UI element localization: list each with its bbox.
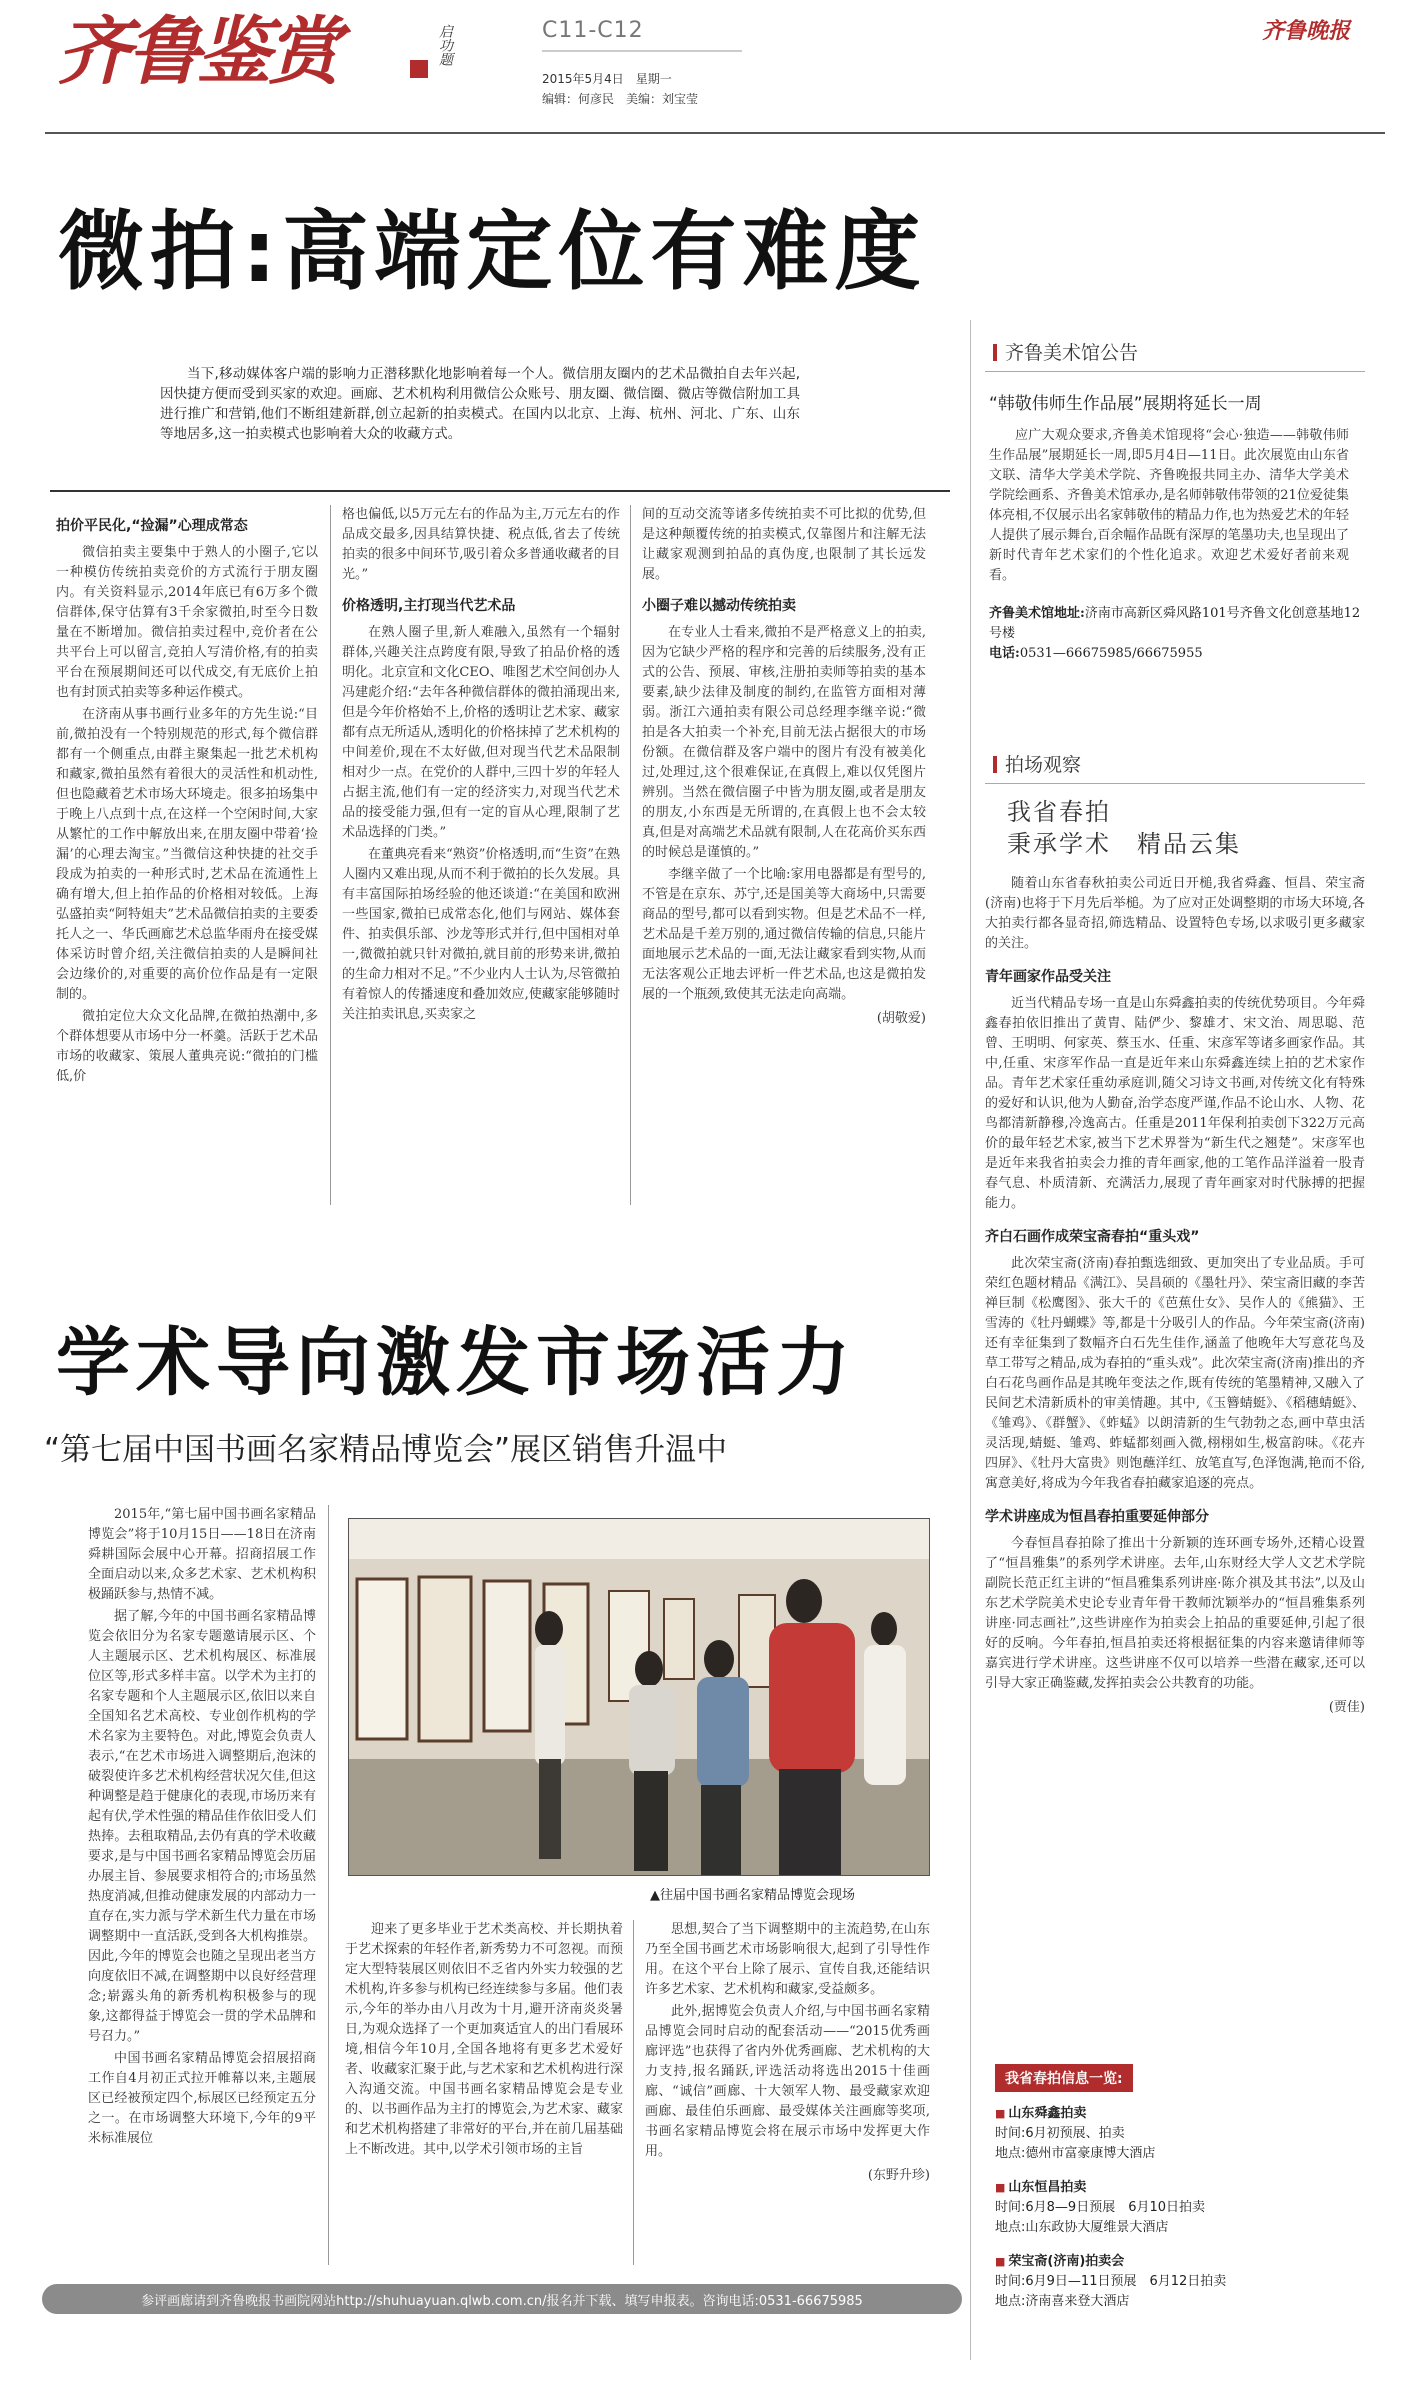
paragraph: 格也偏低,以5万元左右的作品为主,万元左右的作品成交最多,因具结算快捷、税点低,省去了传统拍卖的很多中间环节,吸引着众多普通收藏者的目光。” xyxy=(342,507,620,582)
paragraph: 在济南从事书画行业多年的方先生说:“目前,微拍没有一个特别规范的形式,每个微信群都有一个侧重点,由群主聚集起一批艺术机构和藏家,微拍虽然有着很大的灵活性和机动性,但也隐藏着艺术市场大环境走。很多拍场集中于晚上八点到十点,在这样一个空闲时间,大家从繁忙的工作中解放出来,在朋友圈中带着‘捡漏’的心理去淘宝。”当微信这种快捷的社交手段成为拍卖的一种形式时,艺术品在流通性上确有增大,但上拍作品的价格相对较低。上海弘盛拍卖“阿特姐夫”艺术品微信拍卖的主要委托人之一、华氏画廊艺术总监华雨舟在接受媒体采访时曾介绍,关注微信拍卖的人是瞬间社会边缘价的,对重要的高价位作品是有一定限制的。 xyxy=(56,707,318,1002)
sidebar-divider xyxy=(970,320,971,2360)
address-label: 齐鲁美术馆地址: xyxy=(989,606,1085,621)
exhibition-photo xyxy=(348,1518,930,1876)
photo-illustration xyxy=(349,1519,930,1876)
calligrapher-signature: 启功题 xyxy=(437,24,453,66)
paragraph: 李继辛做了一个比喻:家用电器都是有型号的,不管是在京东、苏宁,还是国美等大商场中,只需要商品的型号,都可以看到实物。但是艺术品不一样,艺术品是千差万别的,通过微信传输的信息,只能片面地展示艺术品的一面,无法让藏家看到实物,从而无法客观公正地去评析一件艺术品,也这是微拍发展的一个瓶颈,致使其无法走向高端。 xyxy=(642,867,926,1002)
paragraph: 迎来了更多毕业于艺术类高校、并长期执着于艺术探索的年轻作者,新秀势力不可忽视。而预定大型特装展区则依旧不乏省内外实力较强的艺术机构,许多参与机构已经连续参与多届。他们表示,今年的举办由八月改为十月,避开济南炎炎暑日,为观众选择了一个更加爽适宜人的出门看展环境,相信今年10月,全国各地将有更多艺术爱好者、收藏家汇聚于此,与艺术家和艺术机构进行深入沟通交流。中国书画名家精品博览会是专业的、以书画作品为主打的博览会,为艺术家、藏家和艺术机构搭建了非常好的平台,并在前几届基础上不断改进。其中,以学术引领市场的主旨 xyxy=(345,1922,623,2157)
article1-col3 xyxy=(642,505,926,1026)
info-title: 我省春拍信息一览: xyxy=(995,2064,1133,2092)
paragraph: 2015年,“第七届中国书画名家精品博览会”将于10月15日——18日在济南舜耕国际会展中心开幕。招商招展工作全面启动以来,众多艺术家、艺术机构积极踊跃参与,热情不减。 xyxy=(88,1507,316,1602)
paragraph: 在董典亮看来“熟资”价格透明,而“生资”在熟人圈内又难出现,从而不利于微拍的长久发展。具有丰富国际拍场经验的他还谈道:“在美国和欧洲一些国家,微拍已成常态化,他们与网站、媒体套件、拍卖俱乐部、沙龙等形式并行,但中国相对单一,微微拍就只针对微拍,就目前的形势来讲,微拍的生命力相对不足。”不少业内人士认为,尽管微拍有着惊人的传播速度和叠加效应,使藏家能够随时关注拍卖讯息,买卖家之 xyxy=(342,847,620,1022)
header-underline xyxy=(542,50,742,52)
page-numbers: C11-C12 xyxy=(542,18,644,43)
paragraph: 在专业人士看来,微拍不是严格意义上的拍卖,因为它缺少严格的程序和完善的后续服务,没有正式的公告、预展、审核,注册拍卖师等拍卖的基本要素,缺少法律及制度的制约,在监管方面相对薄弱。浙江六通拍卖有限公司总经理李继辛说:“微拍是各大拍卖一个补充,目前无法占据很大的市场份额。在微信群及客户端中的图片有没有被美化过,处理过,这个很难保证,在真假上,难以仅凭图片辨别。当然在微信圈子中皆为朋友圈,或者是朋友的朋友,小东西是无所谓的,在真假上也不会太较真,但是对高端艺术品就有限制,人在花高价买东西的时候总是谨慎的。” xyxy=(642,625,926,860)
article1-headline: 微拍:高端定位有难度 xyxy=(58,202,927,302)
info-item-time: 时间:6月8—9日预展 6月10日拍卖 xyxy=(995,2200,1206,2215)
section-title-notice: 齐鲁美术馆公告 xyxy=(985,338,1365,365)
article1-col3-subhead: 小圈子难以撼动传统拍卖 xyxy=(642,598,796,614)
article1-col1-subhead: 拍价平民化,“捡漏”心理成常态 xyxy=(56,518,248,534)
info-item xyxy=(995,2252,1365,2312)
paragraph: 中国书画名家精品博览会招展招商工作自4月初正式拉开帷幕以来,主题展区已经被预定四个,标展区已经预定五分之一。在市场调整大环境下,今年的9平米标准展位 xyxy=(88,2051,316,2146)
article2-col3 xyxy=(645,1920,930,2183)
paragraph: 在熟人圈子里,新人难融入,虽然有一个辐射群体,兴趣关注点跨度有限,导致了拍品价格的透明化。北京宣和文化CEO、唯图艺术空间创办人冯建彪介绍:“去年各种微信群体的微拍涌现出来,但是今年价格始不上,价格的透明让艺术家、藏家都有点无所适从,透明化的价格抹掉了艺术机构的中间差价,现在不太好做,但对现当代艺术品限制相对少一点。在党价的人群中,三四十岁的年轻人占据主流,他们有一定的经济实力,对现当代艺术品的接受能力强,但有一定的盲从心理,限制了艺术品选择的门类。” xyxy=(342,625,620,840)
paragraph: 据了解,今年的中国书画名家精品博览会依旧分为名家专题邀请展示区、个人主题展示区、艺术机构展区、标准展位区等,形式多样丰富。以学术为主打的名家专题和个人主题展示区,依旧以来自全国知名艺术高校、专业创作机构的学术名家为主要特色。对此,博览会负责人表示,“在艺术市场进入调整期后,泡沫的破裂使许多艺术机构经营状况欠佳,但这种调整是趋于健康化的表现,市场历来有起有伏,学术性强的精品佳作依旧受人们热捧。去租取精品,去仍有真的学术收藏要求,是与中国书画名家精品博览会历届办展主旨、参展要求相符合的;市场虽然热度消减,但推动健康发展的内部动力一直存在,实力派与学术新生代力量在市场调整期中一直活跃,受到各大机构推崇。因此,今年的博览会也随之呈现出老当方向度依旧不减,在调整期中以良好经营理念;崭露头角的新秀机构积极参与的现象,这都得益于博览会一贯的学术品牌和号召力。” xyxy=(88,1609,316,2044)
column-divider xyxy=(328,1505,329,2265)
section-title-auction: 拍场观察 xyxy=(985,750,1365,777)
info-item-place: 地点:济南喜来登大酒店 xyxy=(995,2294,1130,2309)
auction-intro: 随着山东省春秋拍卖公司近日开槌,我省舜鑫、恒昌、荣宝斋(济南)也将于下月先后举槌。为了应对正处调整期的市场大环境,各大拍卖行都各显奇招,筛选精品、设置特色专场,以求吸引更多藏家的关注。 xyxy=(985,876,1365,951)
paragraph: 思想,契合了当下调整期中的主流趋势,在山东乃至全国书画艺术市场影响很大,起到了引导性作用。在这个平台上除了展示、宣传自我,还能结识许多艺术家、艺术机构和藏家,受益颇多。 xyxy=(645,1922,930,1997)
notice-headline: “韩敬伟师生作品展”展期将延长一周 xyxy=(989,394,1262,414)
info-item-name: ■ 荣宝斋(济南)拍卖会 xyxy=(995,2252,1365,2272)
auction-paragraph: 今春恒昌春拍除了推出十分新颖的连环画专场外,还精心设置了“恒昌雅集”的系列学术讲座。去年,山东财经大学人文艺术学院副院长范正红主讲的“恒昌雅集系列讲座·陈介祺及其书法”,以及山东艺术学院美术史论专业青年骨干教师沈颖举办的“恒昌雅集系列讲座·同志画社”,这些讲座作为拍卖会上拍品的重要延伸,引起了很好的反响。今年春拍,恒昌拍卖还将根据征集的内容来邀请律师等嘉宾进行学术讲座。这些讲座不仅可以培养一些潜在藏家,还可以引导大家正确鉴藏,发挥拍卖会公共教育的功能。 xyxy=(985,1536,1365,1691)
info-item-time: 时间:6月9日—11日预展 6月12日拍卖 xyxy=(995,2274,1227,2289)
column-divider xyxy=(633,1920,634,2265)
auction-section xyxy=(985,750,1365,1715)
notice-section xyxy=(985,338,1365,664)
byline: (东野升珍) xyxy=(867,2168,930,2183)
paragraph: 间的互动交流等诸多传统拍卖不可比拟的优势,但是这种颠覆传统的拍卖模式,仅靠图片和注解无法让藏家观测到拍品的真伪度,也限制了其长远发展。 xyxy=(642,507,926,582)
notice-address xyxy=(989,604,1365,644)
column-divider xyxy=(630,505,631,1205)
article2-col2 xyxy=(345,1920,623,2162)
info-item xyxy=(995,2178,1365,2238)
address-value: 济南市高新区舜风路101号齐鲁文化创意基地12号楼 xyxy=(989,606,1361,641)
paper-name: 齐鲁晚报 xyxy=(1261,18,1350,44)
auction-subhead: 齐白石画作成荣宝斋春拍“重头戏” xyxy=(985,1229,1200,1245)
info-item-place: 地点:德州市富豪康博大酒店 xyxy=(995,2146,1156,2161)
paragraph: 微拍定位大众文化品牌,在微拍热潮中,多个群体想要从市场中分一杯羹。活跃于艺术品市场的收藏家、策展人董典亮说:“微拍的门槛低,价 xyxy=(56,1009,318,1084)
article1-col1 xyxy=(56,505,318,1089)
info-item xyxy=(995,2104,1365,2164)
notice-phone xyxy=(989,644,1365,664)
auction-headline-line1: 我省春拍 xyxy=(1007,798,1111,826)
article1-lead: 当下,移动媒体客户端的影响力正潜移默化地影响着每一个人。微信朋友圈内的艺术品微拍自去年兴起,因快捷方便而受到买家的欢迎。画廊、艺术机构利用微信公众账号、朋友圈、微信圈、微店等微信附加工具进行推广和营销,他们不断组建新群,创立起新的拍卖模式。在国内以北京、上海、杭州、河北、广东、山东等地居多,这一拍卖模式也影响着大众的收藏方式。 xyxy=(160,366,800,442)
paragraph: 此外,据博览会负责人介绍,与中国书画名家精品博览会同时启动的配套活动——“2015优秀画廊评选”也获得了省内外优秀画廊、艺术机构的大力支持,报名踊跃,评选活动将选出2015十佳画廊、“诚信”画廊、十大领军人物、最受藏家欢迎画廊、最佳伯乐画廊、最受媒体关注画廊等奖项,书画名家精品博览会将在展示市场中发挥更大作用。 xyxy=(645,2004,930,2159)
photo-caption: ▲往届中国书画名家精品博览会现场 xyxy=(650,1888,855,1903)
info-item-name: ■ 山东恒昌拍卖 xyxy=(995,2178,1365,2198)
info-section xyxy=(995,2064,1365,2326)
editor-line: 编辑：何彦民 美编：刘宝莹 xyxy=(542,92,699,106)
auction-subhead: 学术讲座成为恒昌春拍重要延伸部分 xyxy=(985,1509,1209,1525)
auction-paragraph: 近当代精品专场一直是山东舜鑫拍卖的传统优势项目。今年舜鑫春拍依旧推出了黄胄、陆俨少、黎雄才、宋文治、周思聪、范曾、王明明、何家英、蔡玉水、任重、宋彦军等诸多画家作品。其中,任重、宋彦军作品一直是近年来山东舜鑫连续上拍的艺术家作品。青年艺术家任重幼承庭训,随父习诗文书画,对传统文化有特殊的爱好和认识,他为人勤奋,治学态度严谨,作品不论山水、人物、花鸟都清新静穆,冷逸高古。任重是2011年保利拍卖创下322万元高价的最年轻艺术家,被当下艺术界誉为“新生代之翘楚”。宋彦军也是近年来我省拍卖会力推的青年画家,他的工笔作品洋溢着一股青春气息、朴质清新、充满活力,展现了青年画家对时代脉搏的把握能力。 xyxy=(985,996,1365,1211)
auction-paragraph: 此次荣宝斋(济南)春拍甄选细致、更加突出了专业品质。手可荣红色题材精品《满江》、吴昌硕的《墨牡丹》、荣宝斋旧藏的李苦禅巨制《松鹰图》、张大千的《芭蕉仕女》、吴作人的《熊猫》、王雪涛的《牡丹蝴蝶》等,都是十分吸引人的作品。今年荣宝斋(济南)还有幸征集到了数幅齐白石先生佳作,涵盖了他晚年大写意花鸟及草工带写之精品,成为春拍的“重头戏”。此次荣宝斋(济南)推出的齐白石花鸟画作品是其晚年变法之作,既有传统的笔墨精神,又融入了民间艺术清新质朴的审美情趣。其中,《玉簪蜻蜓》、《稻穗蜻蜓》、《雏鸡》、《群蟹》、《蚱蜢》以朗清新的生气勃勃之态,画中草虫活灵活现,蜻蜓、雏鸡、蚱蜢都刻画入微,栩栩如生,极富韵味。《花卉四屏》、《牡丹大富贵》则饱蘸洋红、放笔直写,色泽饱满,艳而不俗,寓意美好,将成为今年我省春拍藏家追逐的亮点。 xyxy=(985,1256,1365,1491)
auction-headline xyxy=(1007,796,1365,860)
phone-value: 0531—66675985/66675955 xyxy=(1019,646,1203,661)
article2-col1 xyxy=(88,1505,316,2151)
footer-banner-text: 参评画廊请到齐鲁晚报书画院网站http://shuhuayuan.qlwb.com.cn/报名并下载、填写申报表。咨询电话:0531-66675985 xyxy=(141,2293,863,2309)
footer-banner xyxy=(42,2284,962,2314)
article1-col2 xyxy=(342,505,620,1027)
auction-headline-line2: 秉承学术 精品云集 xyxy=(1007,830,1241,858)
article2-headline: 学术导向激发市场活力 xyxy=(56,1320,856,1406)
article2-subheadline: “第七届中国书画名家精品博览会”展区销售升温中 xyxy=(44,1432,728,1468)
masthead-logo: 齐鲁鉴赏 xyxy=(57,9,337,95)
phone-label: 电话: xyxy=(989,646,1020,661)
masthead-rule xyxy=(45,132,1385,134)
auction-subhead: 青年画家作品受关注 xyxy=(985,969,1111,985)
seal-stamp xyxy=(410,60,428,78)
lead-rule xyxy=(50,490,950,492)
column-divider xyxy=(330,505,331,1205)
info-item-time: 时间:6月初预展、拍卖 xyxy=(995,2126,1125,2141)
masthead xyxy=(45,0,1370,130)
notice-body: 应广大观众要求,齐鲁美术馆现将“会心·独造——韩敬伟师生作品展”展期延长一周,即5月4日—11日。此次展览由山东省文联、清华大学美术学院、齐鲁晚报共同主办、清华大学美术学院绘画系、齐鲁美术馆承办,是名师韩敬伟带领的21位爱徒集体亮相,不仅展示出名家韩敬伟的精品力作,也为热爱艺术的年轻人提供了展示舞台,百余幅作品既有深厚的笔墨功夫,也呈现出了新时代青年艺术家们的个性化追求。欢迎艺术爱好者前来观看。 xyxy=(989,428,1349,583)
info-item-place: 地点:山东政协大厦维景大酒店 xyxy=(995,2220,1169,2235)
paragraph: 微信拍卖主要集中于熟人的小圈子,它以一种模仿传统拍卖竞价的方式流行于朋友圈内。有关资料显示,2014年底已有6万多个微信群体,保守估算有3千余家微拍,时至今日数量在不断增加。微信拍卖过程中,竞价者在公共平台上可以留言,竞拍人写清价格,有的拍卖平台在预展期间还可以代成交,有无底价上拍也有封顶式拍卖等多种运作模式。 xyxy=(56,545,318,700)
info-item-name: ■ 山东舜鑫拍卖 xyxy=(995,2104,1365,2124)
byline: (胡敬爱) xyxy=(876,1011,926,1026)
article1-col2-subhead: 价格透明,主打现当代艺术品 xyxy=(342,598,516,614)
byline: (贾佳) xyxy=(1328,1700,1365,1715)
date-line: 2015年5月4日 星期一 xyxy=(542,72,672,86)
